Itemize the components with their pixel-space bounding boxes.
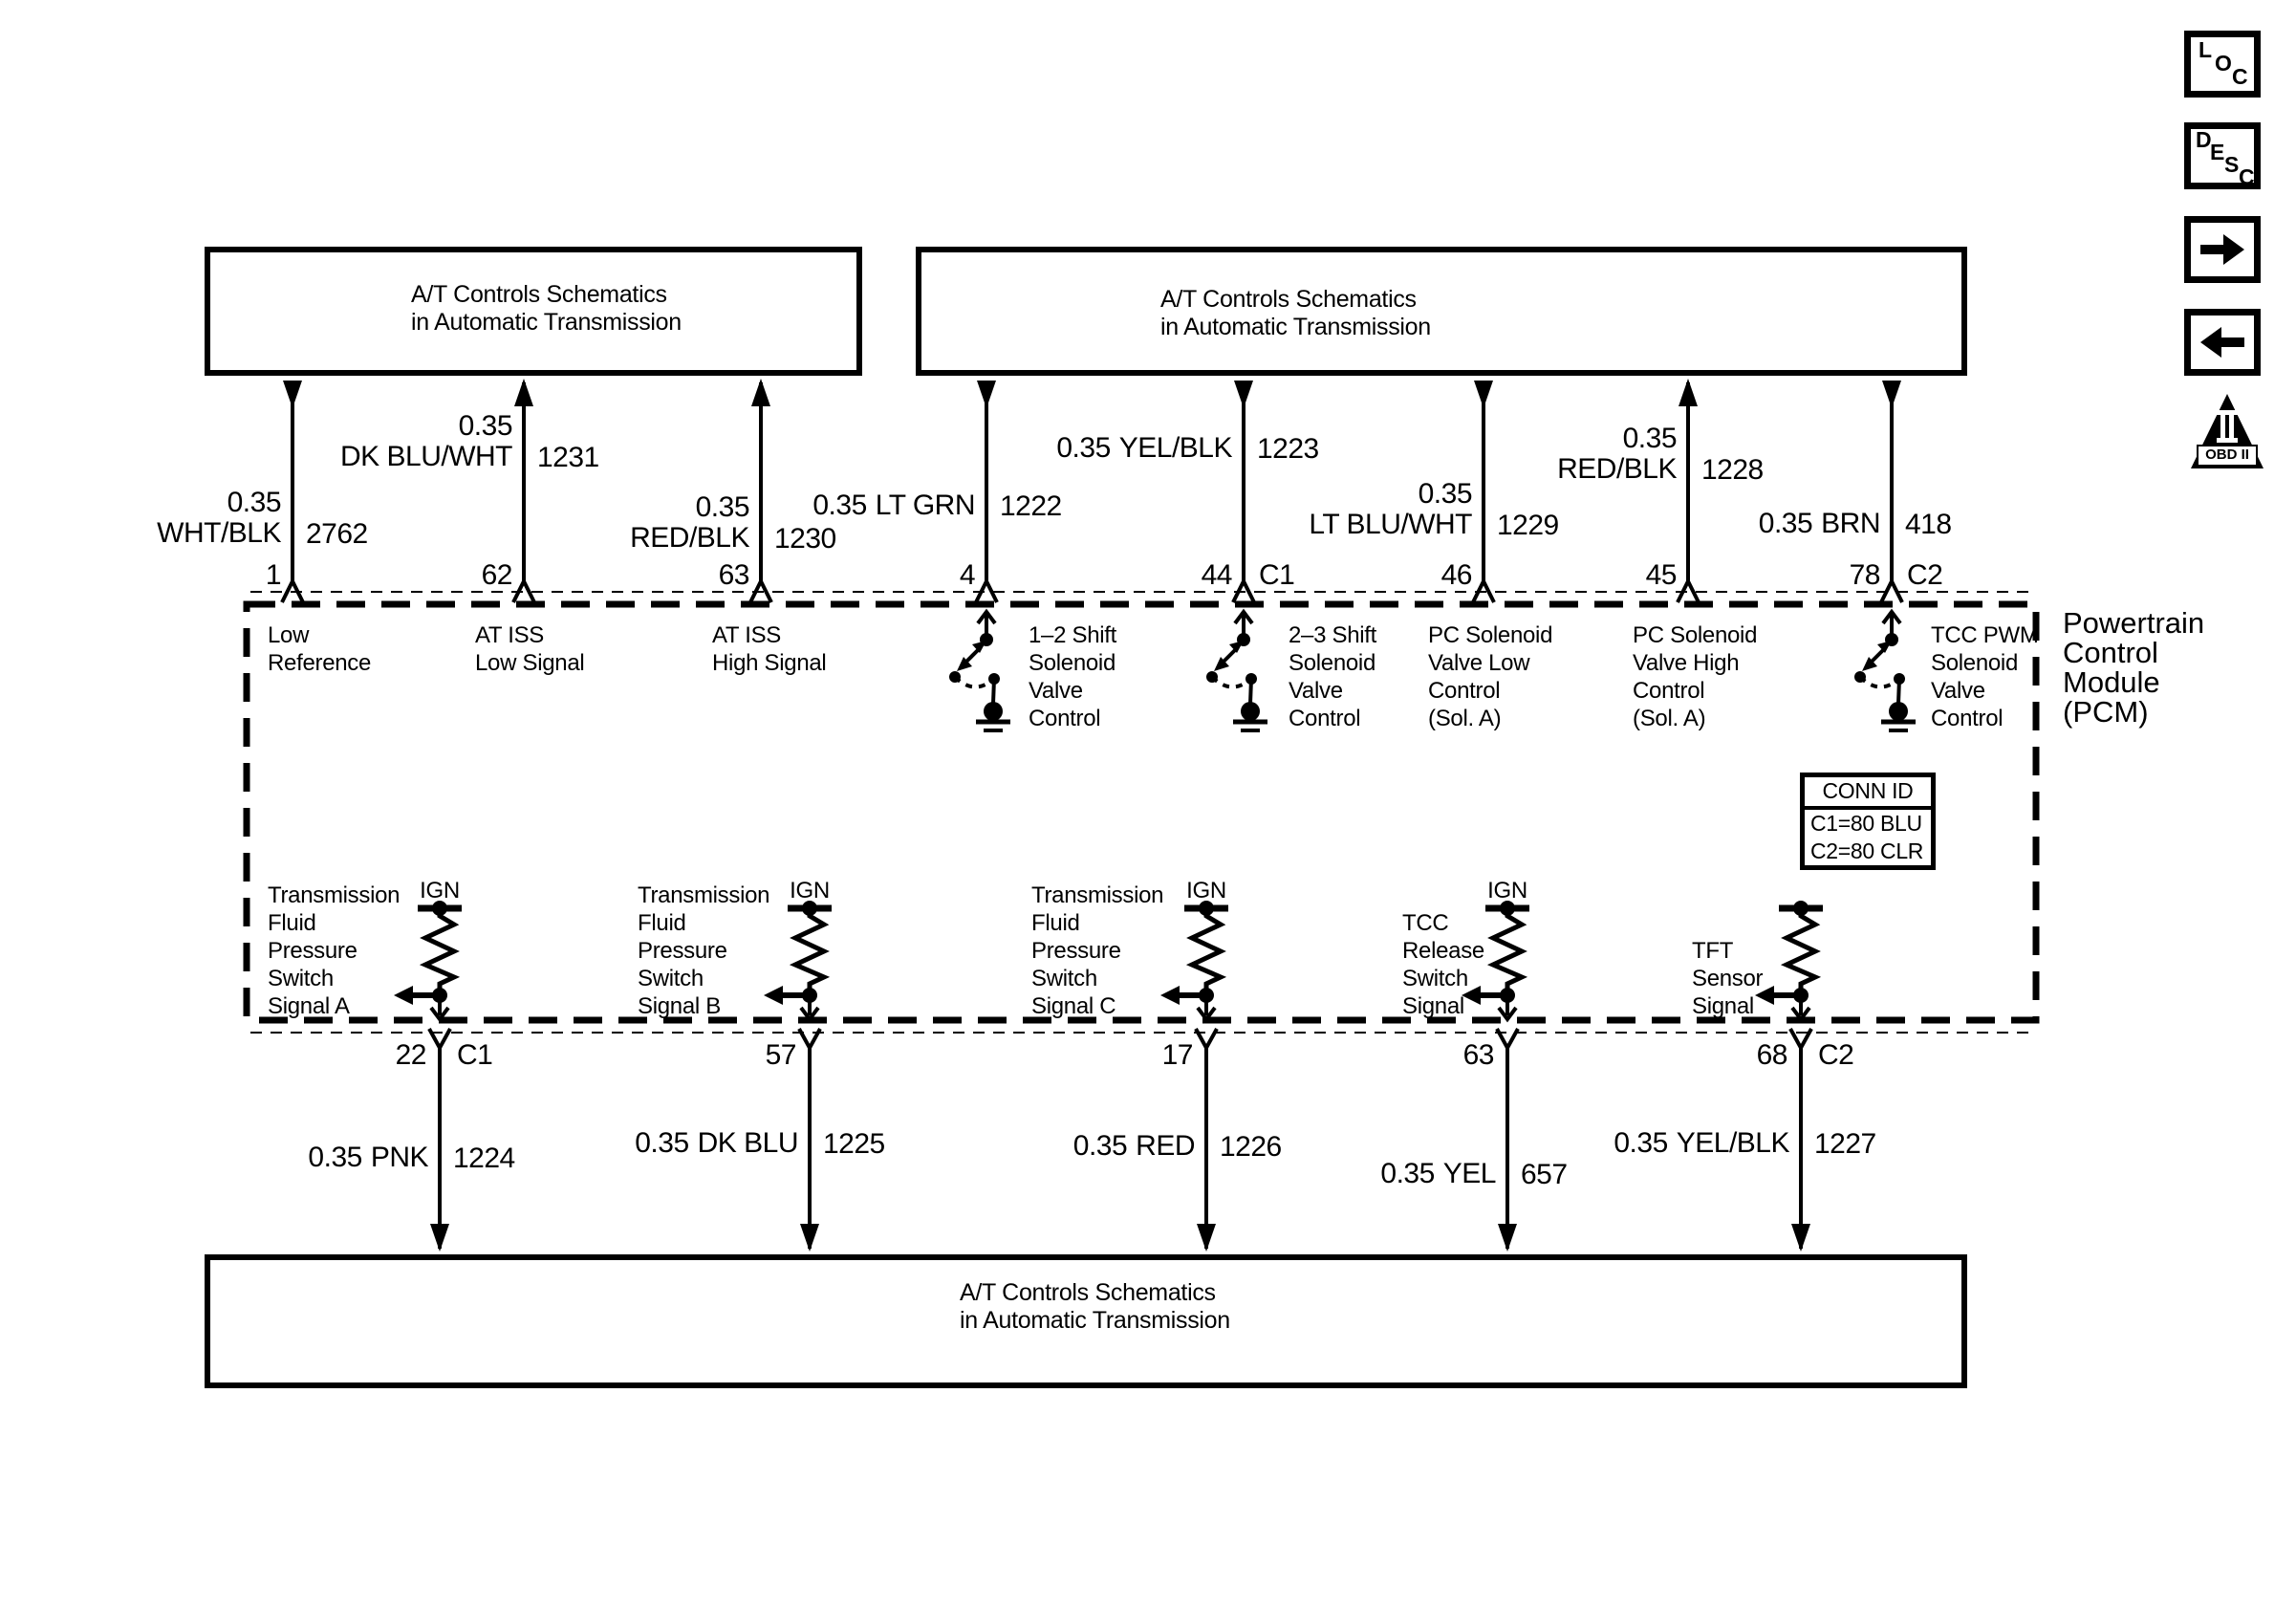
func-line: Pressure <box>1031 938 1121 964</box>
driver-symbol-1-2-shift <box>949 612 1010 730</box>
conn-id-table <box>1800 773 1936 870</box>
func-line: Switch <box>638 966 704 991</box>
func-line: Switch <box>1402 966 1468 991</box>
wire-label <box>1557 424 1677 485</box>
desc-letter: E <box>2210 140 2225 164</box>
pcm-function-label <box>1692 937 1763 1020</box>
ign-label: IGN <box>1186 878 1226 903</box>
pcm-name-line: Module <box>2063 665 2160 699</box>
wire-color: BRN <box>1821 508 1880 539</box>
func-line: PC Solenoid <box>1633 622 1758 648</box>
func-line: Control <box>1931 706 2004 731</box>
func-line: TFT <box>1692 938 1734 964</box>
resistor-symbol-tfp-a <box>394 901 462 1019</box>
resistor-symbol-tfp-c <box>1160 901 1228 1019</box>
wire-label <box>1614 1128 1789 1159</box>
circuit-number: 1225 <box>823 1128 885 1160</box>
desc-letter: C <box>2239 164 2255 189</box>
func-line: (Sol. A) <box>1428 706 1502 731</box>
pin-connector: C1 <box>1259 559 1295 591</box>
pin-number: 44 <box>1201 559 1232 591</box>
ref-text-line: A/T Controls Schematics <box>960 1279 1216 1306</box>
wire-label <box>630 492 749 554</box>
func-line: Signal <box>1692 993 1754 1019</box>
pin-number: 17 <box>1161 1039 1193 1071</box>
wire-label <box>1073 1131 1195 1162</box>
circuit-number: 418 <box>1905 509 1952 540</box>
func-line: Fluid <box>268 910 316 936</box>
right-arrow-icon <box>2191 223 2254 276</box>
pin-number: 1 <box>265 559 281 591</box>
wire-color: DK BLU <box>697 1127 798 1159</box>
wire-color: YEL <box>1442 1158 1496 1189</box>
wire-size: 0.35 <box>458 410 512 442</box>
wire-size: 0.35 <box>1614 1127 1668 1159</box>
circuit-number: 1229 <box>1497 510 1559 541</box>
left-arrow-icon <box>2191 316 2254 369</box>
func-line: Solenoid <box>1029 650 1116 676</box>
wire-size: 0.35 <box>1622 423 1677 454</box>
func-line: (Sol. A) <box>1633 706 1706 731</box>
wire-size: 0.35 <box>308 1142 362 1173</box>
wire-color: DK BLU/WHT <box>339 441 512 472</box>
pin-number: 78 <box>1849 559 1880 591</box>
func-line: AT ISS <box>712 622 782 648</box>
desc-letter: D <box>2196 127 2212 152</box>
loc-letter: O <box>2215 51 2232 76</box>
wire-label <box>812 490 975 521</box>
wire-color: LT BLU/WHT <box>1309 509 1472 540</box>
obd-ii-badge-label: OBD II <box>2205 446 2249 463</box>
next-page-button[interactable] <box>2184 216 2261 283</box>
wire-label <box>1380 1159 1496 1189</box>
func-line: 1–2 Shift <box>1029 622 1117 648</box>
pin-connector: C2 <box>1907 559 1943 591</box>
circuit-number: 1224 <box>453 1143 515 1174</box>
previous-page-button[interactable] <box>2184 309 2261 376</box>
func-line: Transmission <box>638 882 770 908</box>
pcm-function-label <box>1289 621 1376 732</box>
ref-text-line: A/T Controls Schematics <box>1160 286 1417 313</box>
func-line: Control <box>1289 706 1361 731</box>
desc-button[interactable] <box>2184 122 2261 189</box>
wire-label <box>157 488 281 549</box>
wire-color: LT GRN <box>875 490 975 521</box>
ref-text-line: in Automatic Transmission <box>1160 314 1431 340</box>
wire-label <box>635 1128 798 1159</box>
pcm-name-line: (PCM) <box>2063 695 2149 729</box>
func-line: Fluid <box>1031 910 1080 936</box>
wire-label <box>308 1143 428 1173</box>
reference-box-top-right[interactable] <box>916 247 1967 376</box>
func-line: TCC PWM <box>1931 622 2039 648</box>
wire-color: RED/BLK <box>630 522 749 554</box>
wire-size: 0.35 <box>227 487 281 518</box>
wire-label <box>1309 479 1472 540</box>
loc-letter: L <box>2199 37 2213 62</box>
pin-number: 45 <box>1645 559 1677 591</box>
ign-label: IGN <box>1487 878 1527 903</box>
pin-connector: C1 <box>457 1039 493 1071</box>
wire-color: YEL/BLK <box>1676 1127 1789 1159</box>
func-line: Pressure <box>268 938 357 964</box>
pin-number: 46 <box>1440 559 1472 591</box>
loc-button[interactable] <box>2184 31 2261 98</box>
ign-label: IGN <box>790 878 830 903</box>
func-line: Solenoid <box>1289 650 1376 676</box>
func-line: Valve High <box>1633 650 1740 676</box>
func-line: Low <box>268 622 310 648</box>
pin-number: 68 <box>1756 1039 1787 1071</box>
func-line: Low Signal <box>475 650 585 676</box>
ref-text-line: A/T Controls Schematics <box>411 281 667 308</box>
ign-label: IGN <box>420 878 460 903</box>
func-line: Valve <box>1289 678 1343 704</box>
pcm-function-label <box>268 621 371 677</box>
func-line: Control <box>1428 678 1501 704</box>
circuit-number: 1222 <box>1000 490 1062 522</box>
wire-size: 0.35 <box>1758 508 1813 539</box>
func-line: Signal B <box>638 993 721 1019</box>
func-line: Signal C <box>1031 993 1116 1019</box>
func-line: Reference <box>268 650 372 676</box>
wire-color: WHT/BLK <box>157 517 281 549</box>
conn-id-row: C1=80 BLU <box>1810 811 1922 836</box>
pin-number: 4 <box>959 559 975 591</box>
pcm-function-label <box>1031 882 1163 1020</box>
func-line: Pressure <box>638 938 727 964</box>
func-line: Switch <box>268 966 334 991</box>
pin-connector: C2 <box>1818 1039 1854 1071</box>
wire-label <box>1759 509 1880 539</box>
wire-size: 0.35 <box>1418 478 1472 510</box>
driver-symbol-tcc-pwm <box>1854 612 1916 730</box>
func-line: Signal <box>1402 993 1464 1019</box>
pin-number: 22 <box>395 1039 426 1071</box>
loc-letter: C <box>2232 64 2248 89</box>
wire-size: 0.35 <box>1380 1158 1435 1189</box>
func-line: Switch <box>1031 966 1097 991</box>
func-line: AT ISS <box>475 622 545 648</box>
resistor-symbol-tfp-b <box>764 901 832 1019</box>
desc-letter: S <box>2224 152 2240 177</box>
func-line: High Signal <box>712 650 827 676</box>
pin-number: 62 <box>481 559 512 591</box>
circuit-number: 1230 <box>774 523 836 555</box>
wire-size: 0.35 <box>695 491 749 523</box>
func-line: Transmission <box>268 882 401 908</box>
func-line: 2–3 Shift <box>1289 622 1377 648</box>
func-line: TCC <box>1402 910 1449 936</box>
circuit-number: 1226 <box>1220 1131 1282 1163</box>
circuit-number: 657 <box>1521 1159 1568 1190</box>
func-line: Transmission <box>1031 882 1164 908</box>
func-line: Valve <box>1029 678 1083 704</box>
func-line: Valve Low <box>1428 650 1530 676</box>
pcm-function-label <box>638 882 769 1020</box>
circuit-number: 1228 <box>1701 454 1764 486</box>
reference-box-top-left-text <box>411 281 682 337</box>
wire-size: 0.35 <box>812 490 867 521</box>
circuit-number: 1231 <box>537 442 599 473</box>
reference-box-top-right-text <box>1160 286 1431 341</box>
func-line: Control <box>1029 706 1101 731</box>
wire-color: PNK <box>370 1142 428 1173</box>
ref-text-line: in Automatic Transmission <box>411 309 682 336</box>
circuit-number: 1227 <box>1814 1128 1876 1160</box>
wire-size: 0.35 <box>1056 432 1111 464</box>
func-line: Signal A <box>268 993 350 1019</box>
pcm-function-label <box>1633 621 1757 732</box>
func-line: Control <box>1633 678 1705 704</box>
pin-number: 63 <box>1462 1039 1494 1071</box>
wire-color: RED <box>1136 1130 1195 1162</box>
func-line: Fluid <box>638 910 686 936</box>
pcm-function-label <box>268 882 400 1020</box>
pcm-function-label <box>712 621 826 677</box>
pcm-function-label <box>475 621 584 677</box>
circuit-number: 1223 <box>1257 433 1319 465</box>
wire-size: 0.35 <box>1072 1130 1128 1162</box>
pcm-function-label <box>1402 909 1484 1020</box>
func-line: Solenoid <box>1931 650 2019 676</box>
pcm-name <box>2063 608 2204 727</box>
wire-color: YEL/BLK <box>1118 432 1232 464</box>
pin-number: 57 <box>765 1039 796 1071</box>
conn-id-title: CONN ID <box>1805 777 1931 810</box>
pcm-name-line: Control <box>2063 636 2158 669</box>
wire-label <box>1056 433 1232 464</box>
wire-size: 0.35 <box>635 1127 689 1159</box>
func-line: Valve <box>1931 678 1985 704</box>
resistor-symbol-tft <box>1755 901 1823 1019</box>
driver-symbol-2-3-shift <box>1206 612 1267 730</box>
wire-label <box>340 411 512 472</box>
pin-number: 63 <box>718 559 749 591</box>
pcm-name-line: Powertrain <box>2063 606 2205 640</box>
ref-text-line: in Automatic Transmission <box>960 1307 1230 1334</box>
func-line: Release <box>1402 938 1484 964</box>
func-line: PC Solenoid <box>1428 622 1553 648</box>
reference-box-bottom-text <box>960 1279 1230 1335</box>
pcm-function-label <box>1029 621 1116 732</box>
wire-color: RED/BLK <box>1557 453 1677 485</box>
pcm-function-label <box>1931 621 2039 732</box>
pcm-function-label <box>1428 621 1552 732</box>
circuit-number: 2762 <box>306 518 368 550</box>
conn-id-row: C2=80 CLR <box>1810 838 1924 863</box>
func-line: Sensor <box>1692 966 1764 991</box>
